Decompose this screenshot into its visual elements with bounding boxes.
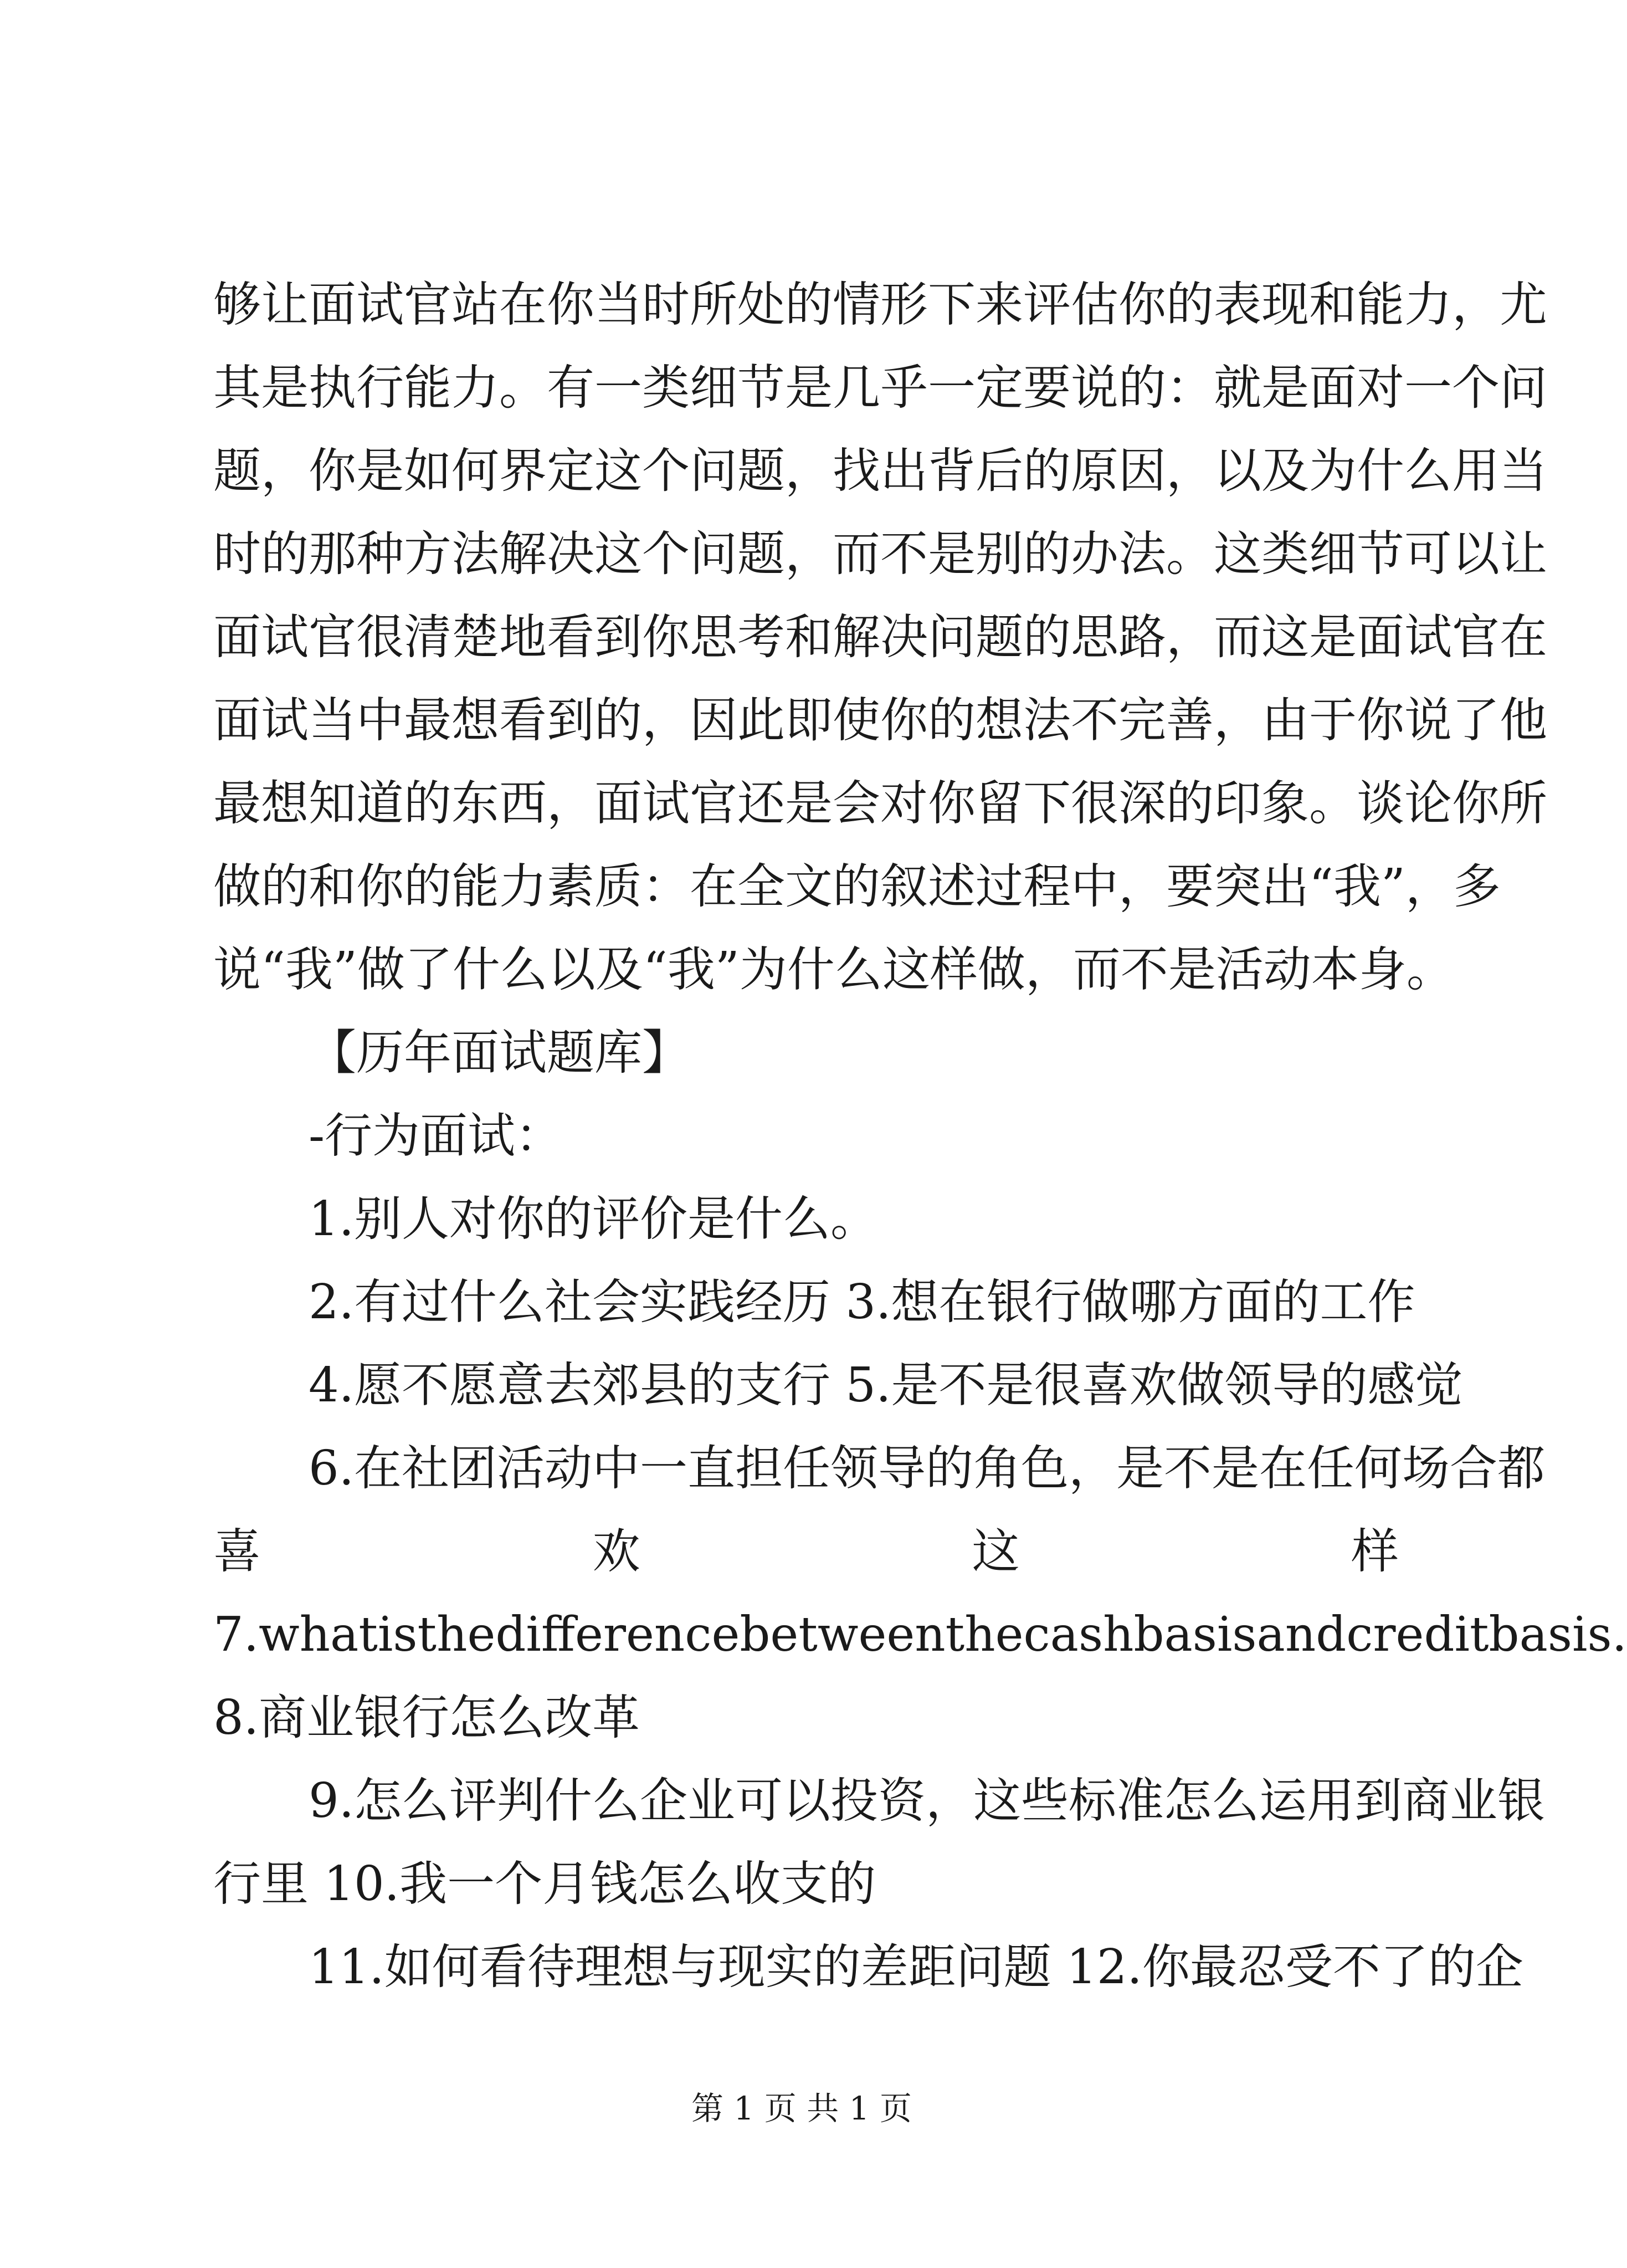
paragraph-line: 做的和你的能力素质：在全文的叙述过程中，要突出“我”，多 [213,859,1501,914]
question-item: 行里 10.我一个月钱怎么收支的 [213,1856,876,1912]
paragraph-line: 够让面试官站在你当时所处的情形下来评估你的表现和能力，尤 [213,277,1547,332]
spread-char: 这 [972,1524,1020,1579]
spread-char: 喜 [213,1524,261,1579]
question-item: 7.whatisthedifferencebetweenthecashbasisandcreditbasis. [213,1607,1627,1662]
spread-char: 样 [1351,1524,1399,1579]
page-footer: 第 1 页 共 1 页 [691,2090,912,2127]
question-item: 11.如何看待理想与现实的差距问题 12.你最忍受不了的企 [309,1939,1523,1995]
paragraph-line: 其是执行能力。有一类细节是几乎一定要说的：就是面对一个问 [213,360,1547,416]
question-item: 2.有过什么社会实践经历 3.想在银行做哪方面的工作 [309,1274,1415,1330]
subsection-heading: -行为面试： [309,1108,563,1164]
question-item: 1.别人对你的评价是什么。 [309,1191,879,1247]
paragraph-line: 面试官很清楚地看到你思考和解决问题的思路，而这是面试官在 [213,610,1547,665]
paragraph-line: 面试当中最想看到的，因此即使你的想法不完善，由于你说了他 [213,693,1547,748]
question-item: 8.商业银行怎么改革 [213,1690,640,1745]
paragraph-line: 题，你是如何界定这个问题，找出背后的原因，以及为什么用当 [213,443,1547,499]
section-title: 【历年面试题库】 [309,1025,690,1081]
paragraph-line: 时的那种方法解决这个问题，而不是别的办法。这类细节可以让 [213,526,1547,582]
paragraph-line: 最想知道的东西，面试官还是会对你留下很深的印象。谈论你所 [213,776,1547,831]
spread-char: 欢 [592,1524,640,1579]
question-item: 6.在社团活动中一直担任领导的角色，是不是在任何场合都 [309,1441,1546,1496]
question-item: 4.愿不愿意去郊县的支行 5.是不是很喜欢做领导的感觉 [309,1358,1463,1413]
paragraph-line: 说“我”做了什么以及“我”为什么这样做，而不是活动本身。 [213,942,1454,997]
question-item-spread-line [213,1510,1399,1593]
document-body [213,263,1627,2009]
question-item: 9.怎么评判什么企业可以投资，这些标准怎么运用到商业银 [309,1773,1546,1829]
